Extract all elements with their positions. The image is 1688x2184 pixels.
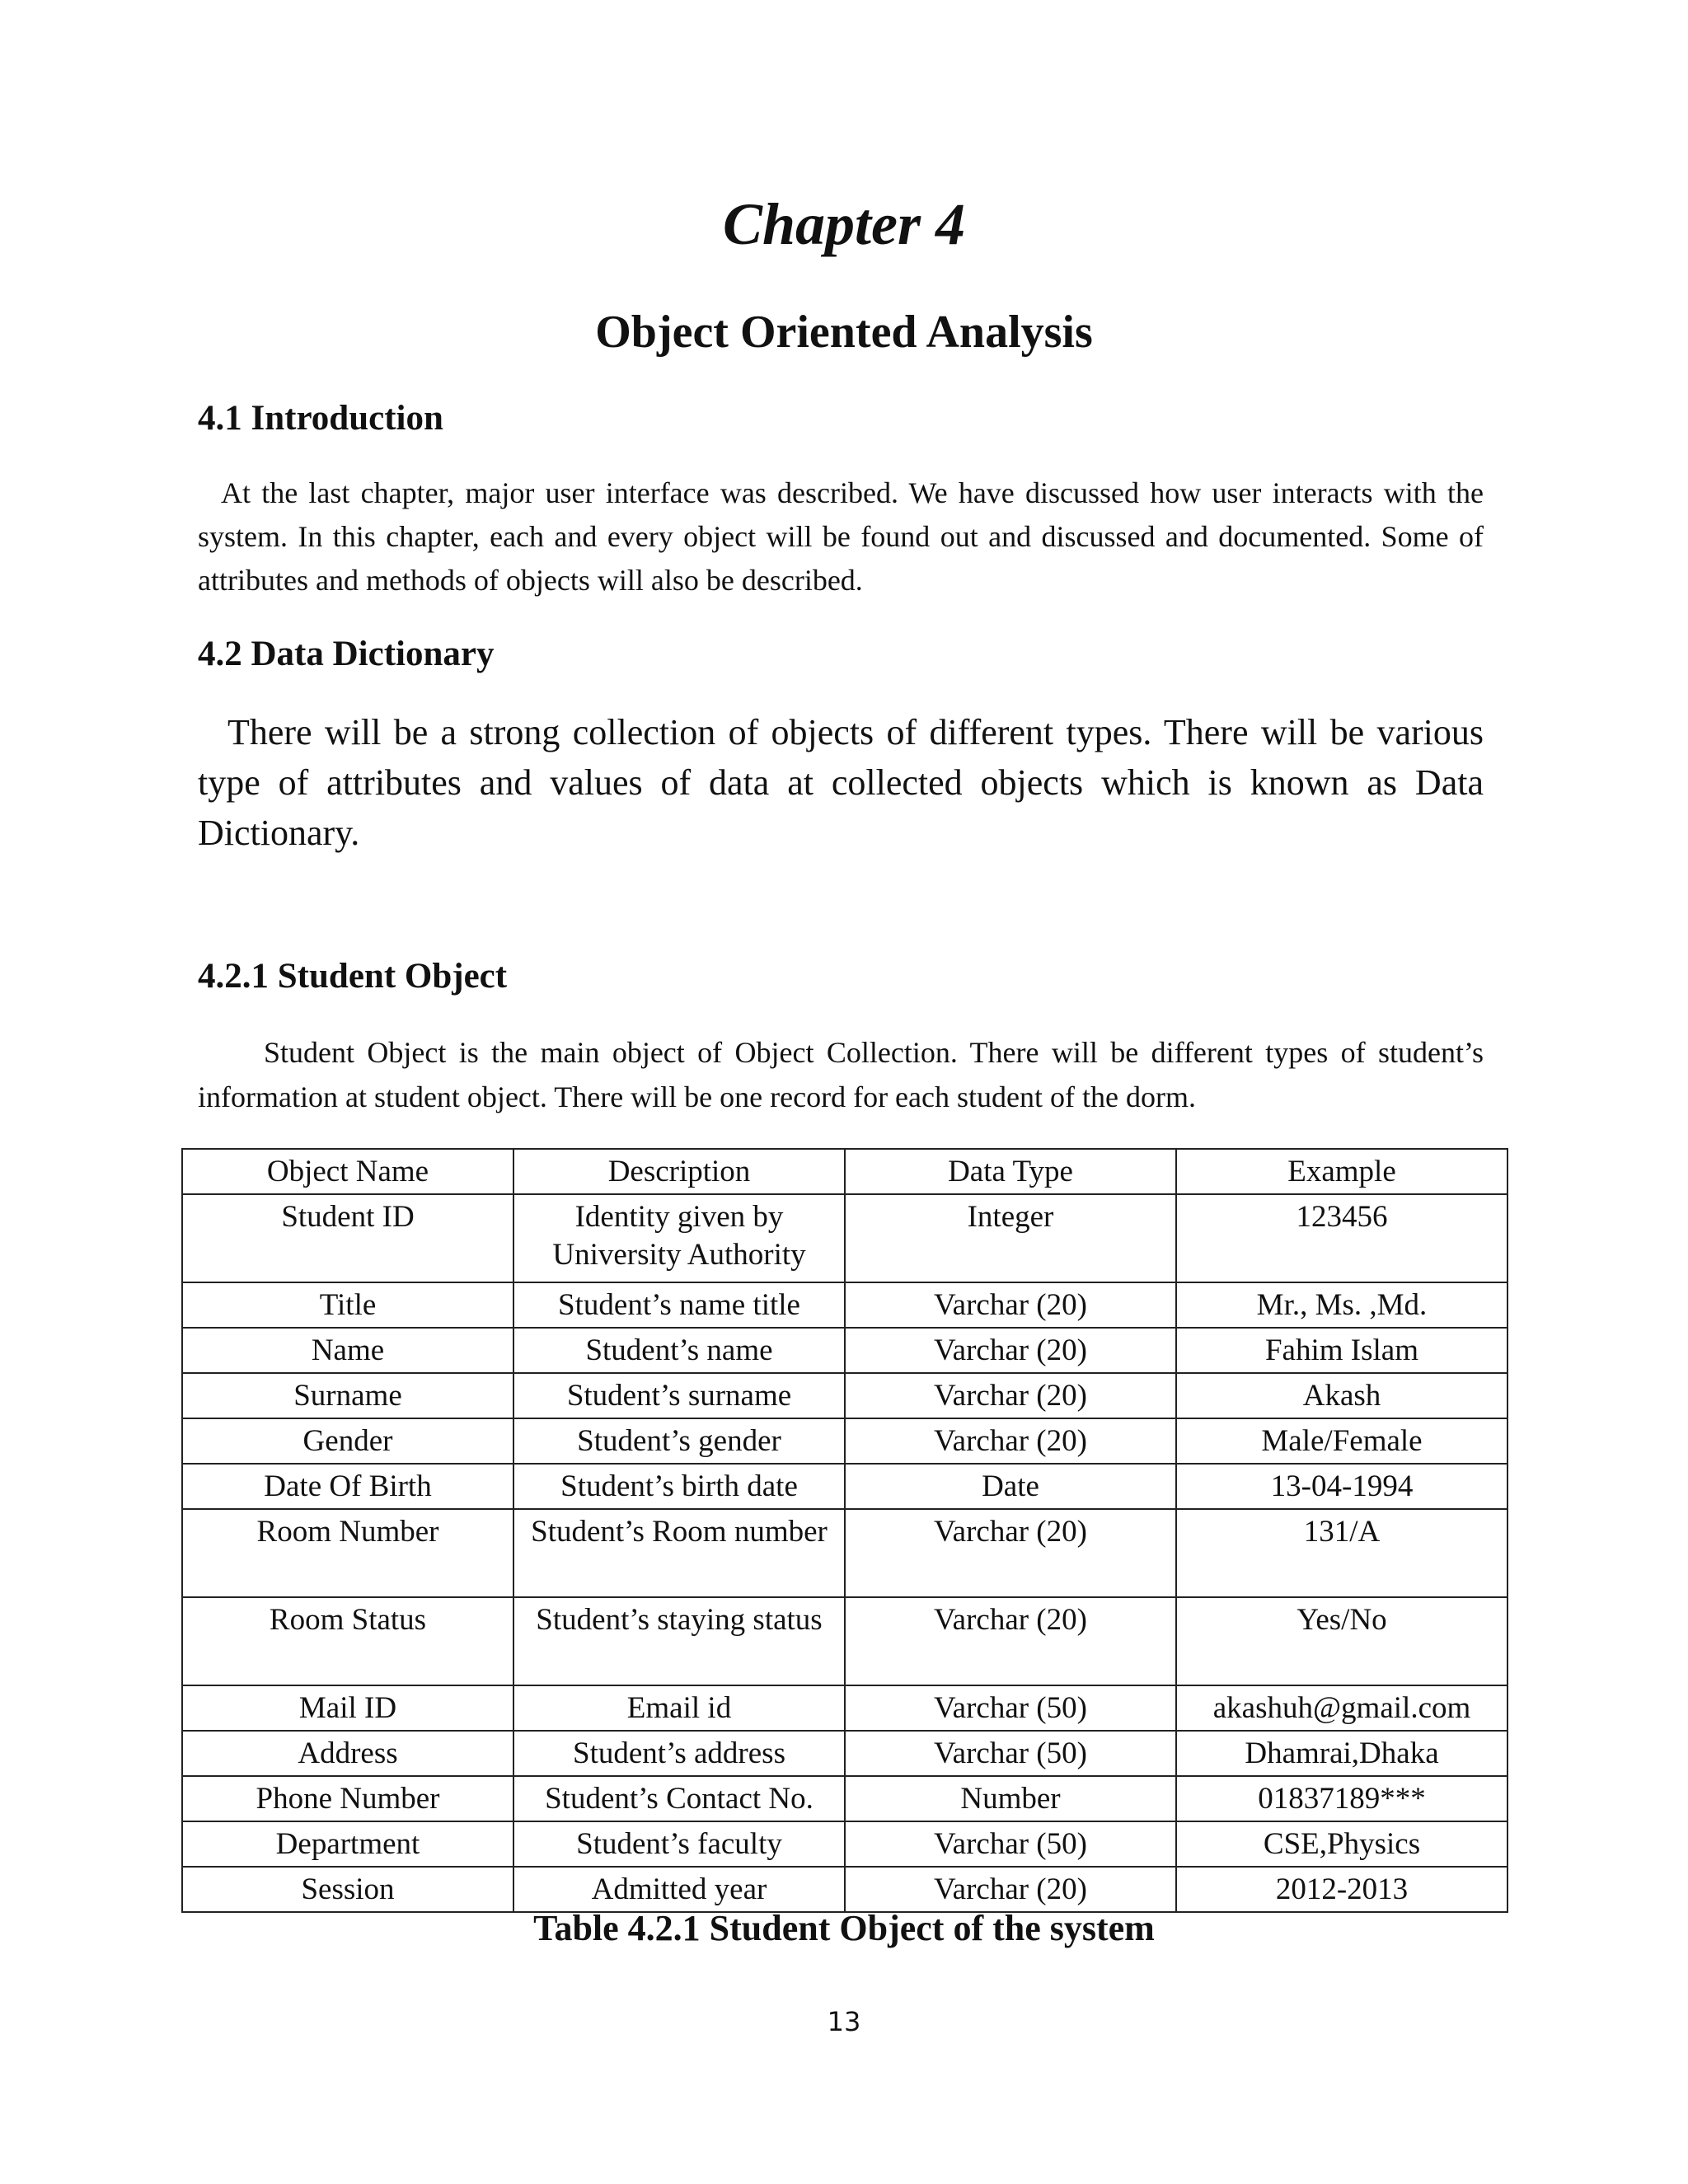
data-dictionary-paragraph: There will be a strong collection of objects of different types. There will be various type of attributes and values of data at collected objects which is known as Data Dictionary. [198, 712, 1484, 853]
cell-example: Akash [1176, 1373, 1507, 1418]
cell-data-type: Varchar (50) [845, 1731, 1176, 1776]
cell-description: Student’s faculty [513, 1821, 845, 1867]
table-caption: Table 4.2.1 Student Object of the system [533, 1908, 1155, 1948]
cell-object-name: Name [182, 1328, 513, 1373]
header-data-type: Data Type [845, 1149, 1176, 1194]
table-row [182, 1821, 1507, 1867]
cell-example: 123456 [1176, 1194, 1507, 1282]
cell-example: Yes/No [1176, 1597, 1507, 1685]
header-object-name: Object Name [182, 1149, 513, 1194]
cell-description: Student’s gender [513, 1418, 845, 1464]
cell-example: 13-04-1994 [1176, 1464, 1507, 1509]
cell-description: Student’s Room number [513, 1509, 845, 1597]
table-row [182, 1731, 1507, 1776]
cell-description: Student’s Contact No. [513, 1776, 845, 1821]
cell-description: Student’s staying status [513, 1597, 845, 1685]
cell-example: Male/Female [1176, 1418, 1507, 1464]
cell-description: Student’s surname [513, 1373, 845, 1418]
cell-data-type: Varchar (20) [845, 1418, 1176, 1464]
cell-example: 131/A [1176, 1509, 1507, 1597]
header-example: Example [1176, 1149, 1507, 1194]
table-row [182, 1597, 1507, 1685]
table-row [182, 1685, 1507, 1731]
cell-data-type: Date [845, 1464, 1176, 1509]
table-row [182, 1194, 1507, 1282]
table-row [182, 1776, 1507, 1821]
cell-data-type: Varchar (20) [845, 1282, 1176, 1328]
cell-example: Fahim Islam [1176, 1328, 1507, 1373]
page-number: 13 [827, 2006, 861, 2037]
cell-description: Identity given by University Authority [513, 1194, 845, 1282]
cell-example: akashuh@gmail.com [1176, 1685, 1507, 1731]
cell-example: Mr., Ms. ,Md. [1176, 1282, 1507, 1328]
cell-data-type: Varchar (50) [845, 1685, 1176, 1731]
table-row [182, 1282, 1507, 1328]
table-row [182, 1464, 1507, 1509]
cell-object-name: Department [182, 1821, 513, 1867]
cell-example: 2012-2013 [1176, 1867, 1507, 1912]
cell-description: Student’s name [513, 1328, 845, 1373]
student-object-table [181, 1148, 1508, 1913]
table-row [182, 1509, 1507, 1597]
cell-description: Admitted year [513, 1867, 845, 1912]
student-object-paragraph: Student Object is the main object of Object Collection. There will be different types of student’s information at student object. There will be one record for each student of the dorm. [198, 1036, 1484, 1113]
cell-object-name: Mail ID [182, 1685, 513, 1731]
cell-data-type: Varchar (20) [845, 1597, 1176, 1685]
cell-object-name: Gender [182, 1418, 513, 1464]
header-description: Description [513, 1149, 845, 1194]
section-heading-introduction: 4.1 Introduction [198, 399, 443, 438]
section-heading-data-dictionary: 4.2 Data Dictionary [198, 635, 495, 673]
chapter-subtitle: Object Oriented Analysis [595, 307, 1093, 358]
table-row [182, 1373, 1507, 1418]
table-header-row [182, 1149, 1507, 1194]
cell-data-type: Varchar (20) [845, 1867, 1176, 1912]
cell-object-name: Address [182, 1731, 513, 1776]
cell-example: Dhamrai,Dhaka [1176, 1731, 1507, 1776]
chapter-title: Chapter 4 [722, 191, 966, 257]
cell-object-name: Room Status [182, 1597, 513, 1685]
table-row [182, 1867, 1507, 1912]
cell-example: 01837189*** [1176, 1776, 1507, 1821]
cell-example: CSE,Physics [1176, 1821, 1507, 1867]
section-heading-student-object: 4.2.1 Student Object [198, 957, 508, 996]
cell-data-type: Varchar (20) [845, 1328, 1176, 1373]
cell-description: Student’s address [513, 1731, 845, 1776]
cell-object-name: Student ID [182, 1194, 513, 1282]
table-row [182, 1418, 1507, 1464]
cell-description: Student’s name title [513, 1282, 845, 1328]
cell-data-type: Varchar (20) [845, 1509, 1176, 1597]
cell-description: Email id [513, 1685, 845, 1731]
introduction-paragraph: At the last chapter, major user interface was described. We have discussed how user interacts with the system. In this chapter, each and every object will be found out and discussed and documented. Some of attributes and methods of objects will also be described. [198, 476, 1484, 597]
table-row [182, 1328, 1507, 1373]
cell-object-name: Date Of Birth [182, 1464, 513, 1509]
cell-object-name: Session [182, 1867, 513, 1912]
cell-data-type: Varchar (20) [845, 1373, 1176, 1418]
cell-data-type: Number [845, 1776, 1176, 1821]
cell-data-type: Varchar (50) [845, 1821, 1176, 1867]
cell-object-name: Room Number [182, 1509, 513, 1597]
cell-object-name: Surname [182, 1373, 513, 1418]
cell-object-name: Phone Number [182, 1776, 513, 1821]
cell-description: Student’s birth date [513, 1464, 845, 1509]
cell-object-name: Title [182, 1282, 513, 1328]
cell-data-type: Integer [845, 1194, 1176, 1282]
